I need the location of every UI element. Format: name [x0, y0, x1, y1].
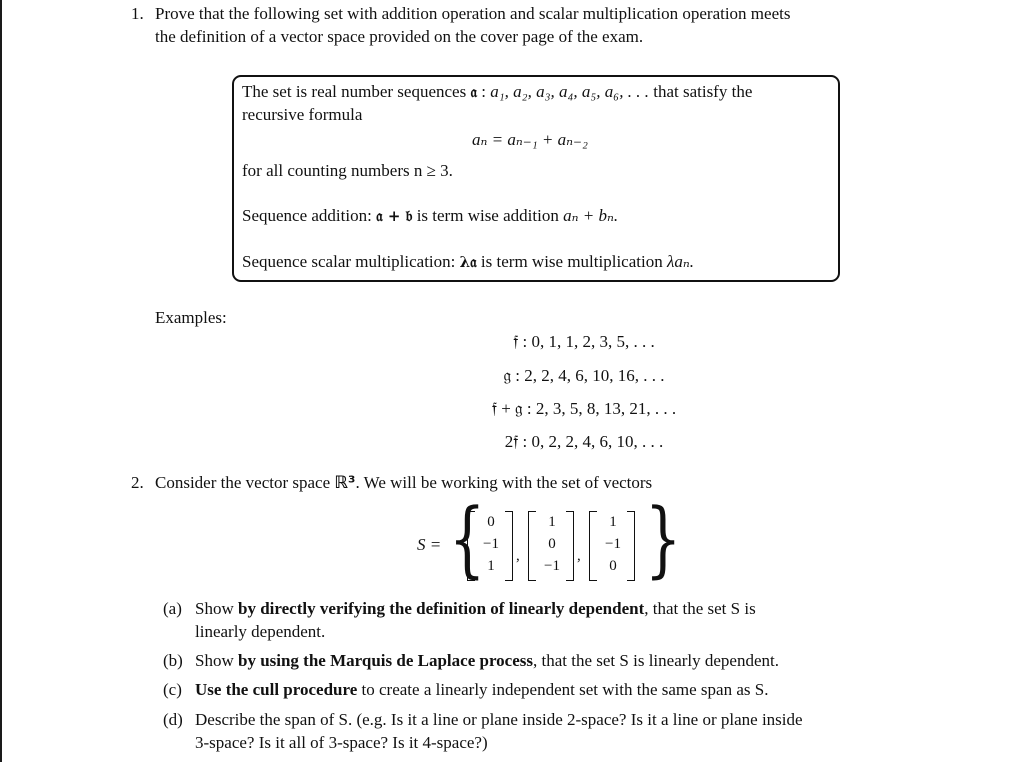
box-scalar-line — [242, 252, 694, 272]
vector3-entry2: −1 — [605, 536, 621, 552]
box-addition-line — [242, 206, 618, 226]
q1-number: 1. — [131, 4, 144, 23]
q2-intro — [155, 473, 652, 493]
box-scalar-mid: is term wise multiplication — [476, 252, 667, 271]
vector1-entry1: 0 — [487, 514, 495, 530]
box-set-line2: recursive formula — [242, 105, 363, 124]
q2-intro-b: . We will be working with the set of vectors — [355, 473, 653, 492]
part-a-line2: linearly dependent. — [195, 622, 326, 641]
q2-intro-a: Consider the vector space — [155, 473, 335, 492]
q2-space-r3: ℝ³ — [334, 473, 356, 493]
vector2-entry1: 1 — [548, 514, 556, 530]
vector-separator-comma: , — [516, 548, 520, 564]
box-set-prefix: The set is real number sequences — [242, 82, 467, 101]
part-a-pre: Show — [195, 599, 238, 618]
vector3-entry1: 1 — [609, 514, 617, 530]
vector2-right-bracket — [566, 511, 574, 581]
box-scalar-expr: λ𝔞 — [459, 253, 477, 271]
set-s-label: S = — [417, 535, 442, 554]
part-a-label: (a) — [163, 599, 182, 618]
part-d-line1: Describe the span of S. (e.g. Is it a line or plane inside 2-space? Is it a line or plane inside — [195, 710, 803, 729]
part-d-line2: 3-space? Is it all of 3-space? Is it 4-space?) — [195, 733, 488, 752]
part-c-label: (c) — [163, 680, 182, 699]
examples-label: Examples: — [155, 308, 227, 327]
vector1-entry2: −1 — [483, 536, 499, 552]
box-set-line — [242, 82, 752, 102]
box-set-suffix: that satisfy the — [648, 82, 753, 101]
part-b-pre: Show — [195, 651, 238, 670]
vector3-right-bracket — [627, 511, 635, 581]
vector2-entry3: −1 — [544, 558, 560, 574]
set-left-brace: { — [448, 492, 486, 587]
part-c-post: to create a linearly independent set with the same span as S. — [357, 680, 769, 699]
box-condition: for all counting numbers n ≥ 3. — [242, 161, 453, 180]
part-b-text — [195, 651, 779, 671]
set-right-brace: } — [644, 492, 682, 587]
box-addition-mid: is term wise addition — [412, 206, 564, 225]
box-scalar-terms: λaₙ. — [666, 252, 694, 271]
q1-text-line1: Prove that the following set with addition operation and scalar multiplication operation meets — [155, 4, 791, 23]
part-b-post: , that the set S is linearly dependent. — [533, 651, 779, 670]
part-a-bold: by directly verifying the definition of linearly dependent — [237, 599, 645, 618]
box-addition-expr: 𝔞 + 𝔟 — [376, 207, 413, 225]
vector3-entry3: 0 — [609, 558, 617, 574]
q1-text-line2: the definition of a vector space provided on the cover page of the exam. — [155, 27, 644, 46]
part-c-bold: Use the cull procedure — [195, 680, 358, 699]
example-2f: 2𝔣 : 0, 2, 2, 4, 6, 10, . . . — [504, 432, 664, 451]
part-d-label: (d) — [163, 710, 183, 729]
box-seq-symbol: 𝔞 — [470, 83, 478, 101]
example-f-plus-g: 𝔣 + 𝔤 : 2, 3, 5, 8, 13, 21, . . . — [491, 399, 677, 418]
vector1-right-bracket — [505, 511, 513, 581]
part-a-text — [195, 599, 756, 619]
vector1-entry3: 1 — [487, 558, 495, 574]
box-scalar-label: Sequence scalar multiplication: — [242, 252, 460, 271]
part-c-text — [195, 680, 768, 700]
example-g: 𝔤 : 2, 2, 4, 6, 10, 16, . . . — [503, 366, 665, 385]
box-addition-terms: aₙ + bₙ. — [563, 206, 619, 225]
part-b-label: (b) — [163, 651, 183, 670]
example-f: 𝔣 : 0, 1, 1, 2, 3, 5, . . . — [513, 332, 655, 351]
box-recursive-formula: aₙ = aₙ₋₁ + aₙ₋₂ — [472, 130, 588, 149]
q2-number: 2. — [131, 473, 144, 492]
vector-separator-comma: , — [577, 548, 581, 564]
box-seq-colon: : — [477, 82, 491, 101]
vector2-entry2: 0 — [548, 536, 556, 552]
part-b-bold: by using the Marquis de Laplace process — [237, 651, 534, 670]
part-a-post: , that the set S is — [644, 599, 756, 618]
box-addition-label: Sequence addition: — [242, 206, 377, 225]
box-seq-terms: a₁, a₂, a₃, a₄, a₅, a₆, . . . — [490, 82, 649, 101]
